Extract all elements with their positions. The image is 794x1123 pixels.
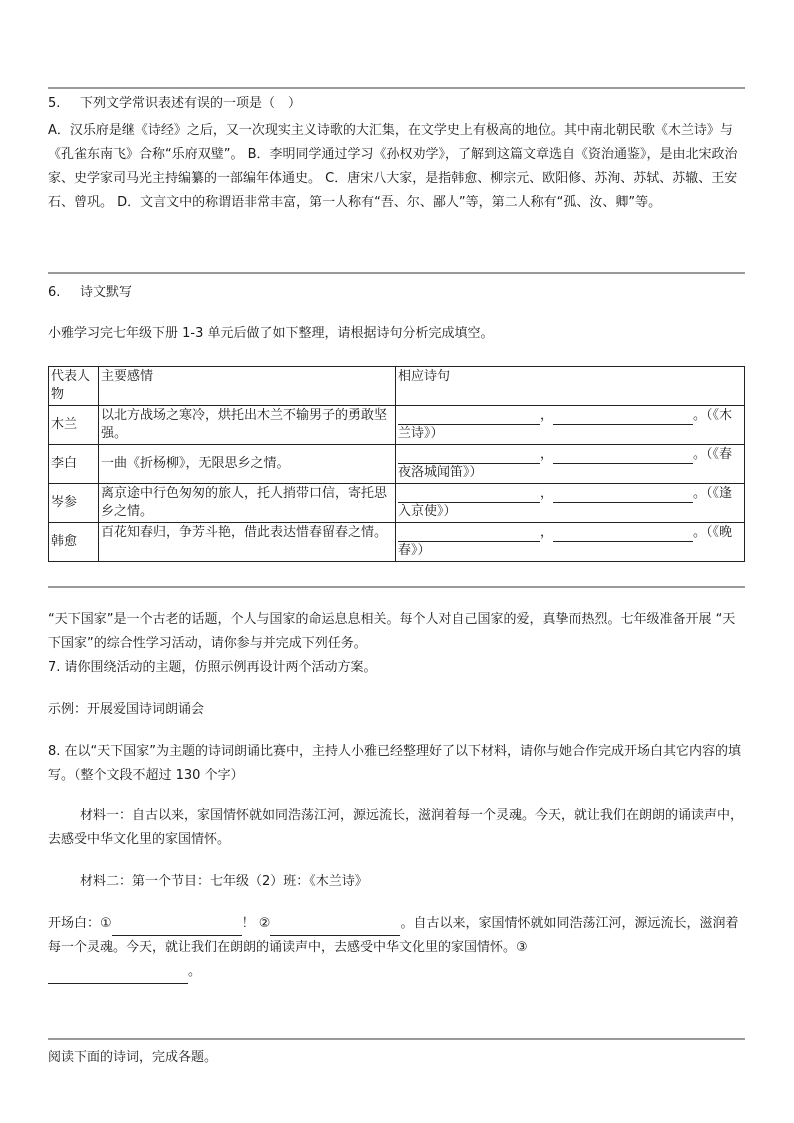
question-8: 8. 在以“天下国家”为主题的诗词朗诵比赛中，主持人小雅已经整理好了以下材料，请你与她合作完成开场白其它内容的填写。（整个文段不超过 130 个字） [48,744,742,783]
question-5-number: 5. [48,96,61,111]
divider-reading [48,1038,745,1040]
header-person: 代表人物 [49,367,99,406]
row-emotion: 以北方战场之寒冷，烘托出木兰不输男子的勇敢坚强。 [99,406,396,445]
question-7: 7. 请你围绕活动的主题，仿照示例再设计两个活动方案。 [48,660,377,675]
question-6-title: 诗文默写 [80,285,133,300]
question-5-text: 下列文学常识表述有误的一项是（ ） [80,96,302,111]
question-5-options: A．汉乐府是继《诗经》之后，又一次现实主义诗歌的大汇集，在文学史上有极高的地位。其中南北朝民歌《木兰诗》与《孔雀东南飞》合称“乐府双璧”。 B．李明同学通过学习《孙权劝学》，了解到这篇文章选自《资治通鉴》，是由北宋政治家、史学家司马光主持编纂的一部编年体通史。 C．唐宋八大家，是指韩愈、柳宗元、欧阳修、苏洵、苏轼、苏辙、王安石、曾巩。 D．文言文中的称谓语非常丰富，第一人称有“吾、尔、鄙人”等，第二人称有“孤、汝、卿”等。 [48,123,738,210]
opening-blank-1[interactable] [112,921,242,936]
material-two: 材料二：第一个节目：七年级（2）班：《木兰诗》 [80,874,368,889]
row-emotion: 百花知春归，争芳斗艳，借此表达惜春留春之情。 [99,523,396,562]
activity-intro: “天下国家”是一个古老的话题，个人与国家的命运息息相关。每个人对自己国家的爱，真挚而热烈。七年级准备开展 “天下国家”的综合性学习活动，请你参与并完成下列任务。 [48,612,736,651]
verse-blank[interactable] [553,488,693,503]
table-row [49,406,745,445]
question-5-stem [48,92,748,116]
row-person: 木兰 [49,406,99,445]
row-emotion: 离京途中行色匆匆的旅人，托人捎带口信，寄托思乡之情。 [99,484,396,523]
row-person: 韩愈 [49,523,99,562]
reading-instruction: 阅读下面的诗词，完成各题。 [48,1050,218,1065]
row-verse: ， 。（《春 夜洛城闻笛》） [396,445,745,484]
row-person: 岑参 [49,484,99,523]
material-one: 材料一：自古以来，家国情怀就如同浩荡江河，源远流长，滋润着每一个灵魂。今天，就让我们在朗朗的诵读声中，去感受中华文化里的家国情怀。 [48,808,744,847]
verse-blank[interactable] [553,410,693,425]
divider-activity [48,586,745,588]
row-emotion: 一曲《折杨柳》，无限思乡之情。 [99,445,396,484]
opening-blank-3[interactable] [48,969,188,984]
verse-blank[interactable] [553,449,693,464]
table-row [49,484,745,523]
question-6-intro: 小雅学习完七年级下册 1-3 单元后做了如下整理，请根据诗句分析完成填空。 [48,326,494,341]
verse-blank[interactable] [398,488,540,503]
question-6-number: 6. [48,285,61,300]
table-row [49,523,745,562]
row-verse: ， 。（《逢 入京使》） [396,484,745,523]
verse-blank[interactable] [398,449,540,464]
table-row [49,445,745,484]
row-person: 李白 [49,445,99,484]
header-verse: 相应诗句 [396,367,745,406]
question-7-example: 示例：开展爱国诗词朗诵会 [48,702,205,717]
opening-blank-2[interactable] [270,921,400,936]
header-emotion: 主要感情 [99,367,396,406]
row-verse: ， 。（《晚 春》） [396,523,745,562]
table-header-row [49,367,745,406]
opening-statement: 开场白：① ！ ② 。自古以来，家国情怀就如同浩荡江河，源远流长，滋润着每一个灵魂。今天，就让我们在朗朗的诵读声中，去感受中华文化里的家国情怀。③ 。 [48,912,748,984]
verse-blank[interactable] [398,527,540,542]
verse-blank[interactable] [553,527,693,542]
row-verse: ， 。（《木 兰诗》） [396,406,745,445]
poem-table [48,366,745,562]
divider-q6 [48,272,745,274]
divider-top [48,87,745,89]
question-6-heading [48,281,748,305]
verse-blank[interactable] [398,410,540,425]
